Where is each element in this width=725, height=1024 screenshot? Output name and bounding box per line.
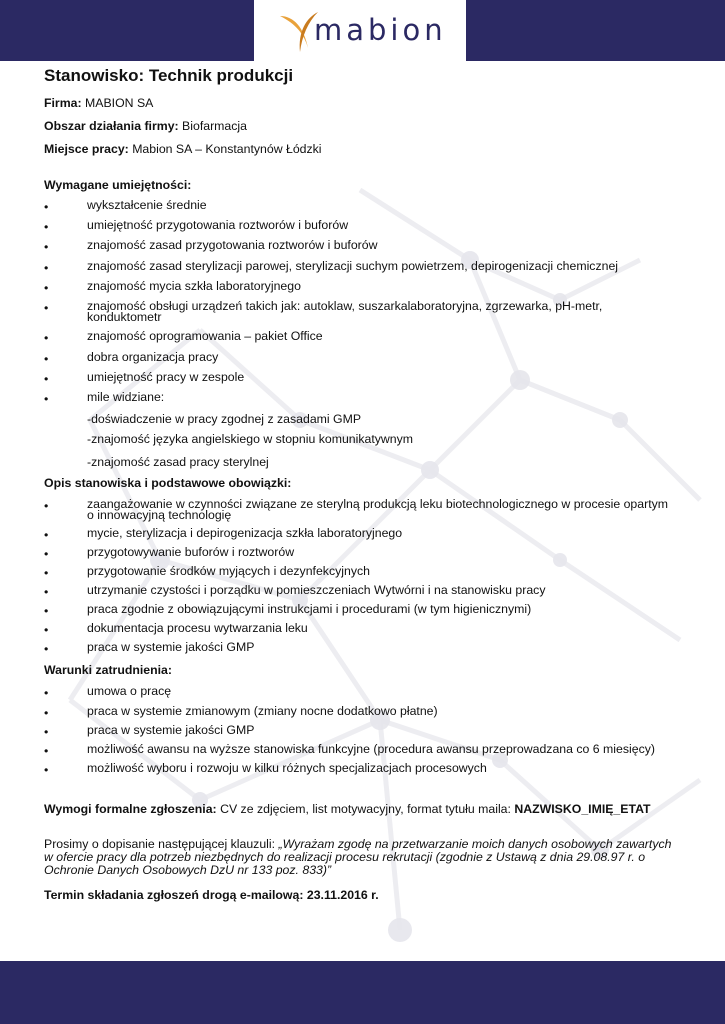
area-label: Obszar działania firmy: — [44, 119, 179, 133]
list-item-text: umiejętność pracy w zespole — [87, 370, 245, 384]
logo-text: mabion — [314, 13, 447, 47]
list-item-text: mile widziane: — [87, 390, 165, 404]
list-item-text: przygotowywanie buforów i roztworów — [87, 545, 295, 559]
bullet: • — [44, 392, 49, 406]
bullet: • — [44, 499, 49, 513]
extra-skill: -znajomość języka angielskiego w stopniu komunikatywnym — [87, 432, 414, 446]
list-item-text: utrzymanie czystości i porządku w pomieszczeniach Wytwórni i na stanowisku pracy — [87, 583, 546, 597]
list-item-text: znajomość zasad sterylizacji parowej, sterylizacji suchym powietrzem, depirogenizacji chemicznej — [87, 259, 619, 273]
duties-heading: Opis stanowiska i podstawowe obowiązki: — [44, 476, 292, 490]
requirements-text: CV ze zdjęciem, list motywacyjny, format tytułu maila: — [220, 802, 511, 816]
bullet: • — [44, 240, 49, 254]
list-item-text: znajomość oprogramowania – pakiet Office — [87, 329, 323, 343]
deadline: Termin składania zgłoszeń drogą e-mailową: 23.11.2016 r. — [44, 888, 379, 902]
list-item-text: praca w systemie jakości GMP — [87, 723, 255, 737]
list-item-text: praca zgodnie z obowiązującymi instrukcjami i procedurami (w tym higienicznymi) — [87, 602, 532, 616]
company-line — [44, 96, 153, 110]
footer-band — [0, 961, 725, 1024]
list-item-text: zaangażowanie w czynności związane ze sterylną produkcją leku biotechnologicznego w procesie opartym o innowacyjną technologię — [87, 497, 669, 522]
company-label: Firma: — [44, 96, 82, 110]
bullet: • — [44, 301, 49, 315]
list-item-text: mycie, sterylizacja i depirogenizacja szkła laboratoryjnego — [87, 526, 403, 540]
place-line — [44, 142, 322, 156]
requirements-line — [44, 802, 651, 816]
company-value: MABION SA — [85, 96, 154, 110]
list-item-text: praca w systemie jakości GMP — [87, 640, 255, 654]
email-subject-format: NAZWISKO_IMIĘ_ETAT — [514, 802, 651, 816]
bullet: • — [44, 547, 49, 561]
bullet: • — [44, 372, 49, 386]
list-item-text: umowa o pracę — [87, 684, 172, 698]
bullet: • — [44, 686, 49, 700]
bullet: • — [44, 281, 49, 295]
bullet: • — [44, 528, 49, 542]
skills-heading: Wymagane umiejętności: — [44, 178, 192, 192]
list-item-text: dokumentacja procesu wytwarzania leku — [87, 621, 308, 635]
bullet: • — [44, 220, 49, 234]
page-title: Stanowisko: Technik produkcji — [44, 66, 294, 85]
clause-intro: Prosimy o dopisanie następującej klauzuli: — [44, 837, 276, 851]
list-item-text: znajomość mycia szkła laboratoryjnego — [87, 279, 301, 293]
list-item-text: możliwość awansu na wyższe stanowiska funkcyjne (procedura awansu przeprowadzana co 6 miesięcy) — [87, 742, 655, 756]
bullet: • — [44, 261, 49, 275]
list-item-text: dobra organizacja pracy — [87, 350, 219, 364]
place-label: Miejsce pracy: — [44, 142, 129, 156]
list-item-text: praca w systemie zmianowym (zmiany nocne dodatkowo płatne) — [87, 704, 438, 718]
extra-skill: -znajomość zasad pracy sterylnej — [87, 455, 269, 469]
list-item-text: umiejętność przygotowania roztworów i buforów — [87, 218, 349, 232]
requirements-label: Wymogi formalne zgłoszenia: — [44, 802, 217, 816]
consent-clause — [44, 838, 680, 877]
list-item-text: wykształcenie średnie — [87, 198, 207, 212]
list-item-text: możliwość wyboru i rozwoju w kilku różnych specjalizacjach procesowych — [87, 761, 487, 775]
bullet: • — [44, 585, 49, 599]
bullet: • — [44, 642, 49, 656]
bullet: • — [44, 331, 49, 345]
bullet: • — [44, 623, 49, 637]
place-value: Mabion SA – Konstantynów Łódzki — [132, 142, 322, 156]
bullet: • — [44, 566, 49, 580]
conditions-heading: Warunki zatrudnienia: — [44, 663, 172, 677]
clause-text: „Wyrażam zgodę na przetwarzanie moich danych osobowych zawartych w ofercie pracy dla potrzeb niezbędnych do realizacji procesu rekrutacji (zgodnie z Ustawą z dnia 29.08.97 r. o Ochronie Danych Osobowych DzU nr 133 poz. 833)” — [44, 837, 672, 877]
bullet: • — [44, 200, 49, 214]
bullet: • — [44, 352, 49, 366]
area-value: Biofarmacja — [182, 119, 247, 133]
area-line — [44, 119, 247, 133]
bullet: • — [44, 763, 49, 777]
bullet: • — [44, 706, 49, 720]
bullet: • — [44, 604, 49, 618]
bullet: • — [44, 725, 49, 739]
list-item-text: przygotowanie środków myjących i dezynfekcyjnych — [87, 564, 370, 578]
logo — [254, 0, 466, 61]
extra-skill: -doświadczenie w pracy zgodnej z zasadami GMP — [87, 412, 362, 426]
list-item-text: znajomość obsługi urządzeń takich jak: autoklaw, suszarkalaboratoryjna, zgrzewarka, pH-metr, konduktometr — [87, 299, 603, 324]
list-item-text: znajomość zasad przygotowania roztworów i buforów — [87, 238, 378, 252]
bullet: • — [44, 744, 49, 758]
